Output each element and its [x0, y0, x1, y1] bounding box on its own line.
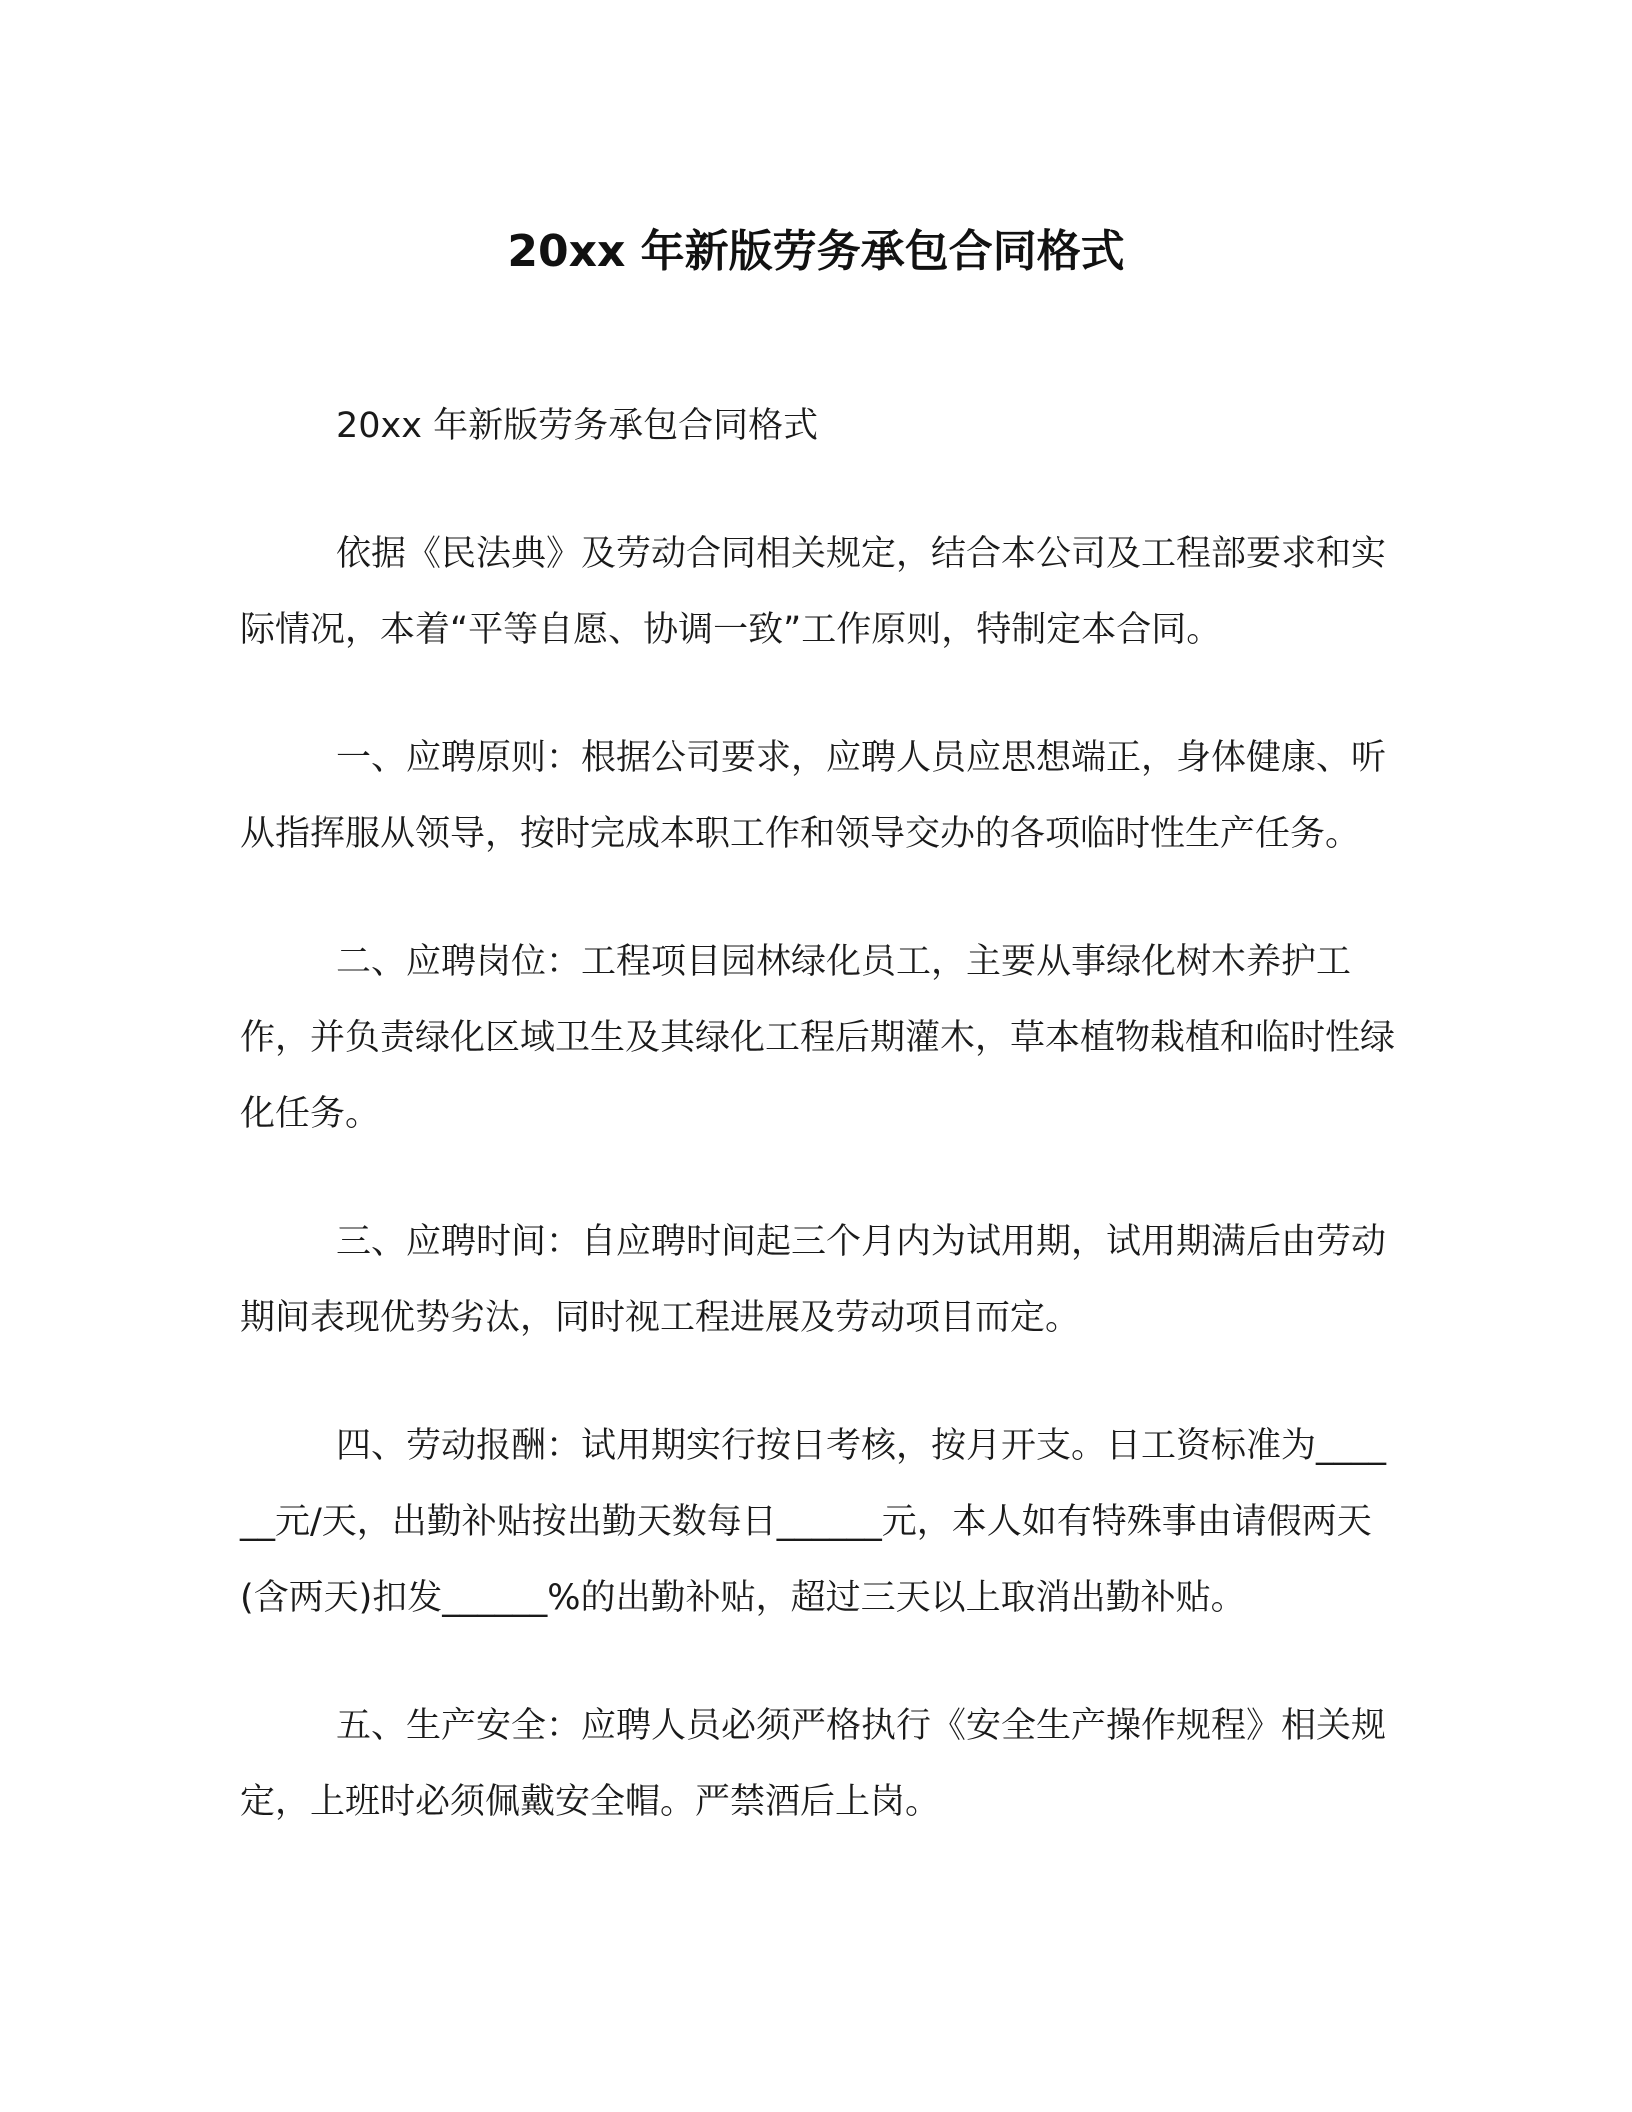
- paragraph-position: 二、应聘岗位：工程项目园林绿化员工，主要从事绿化树木养护工作，并负责绿化区域卫生及其绿化工程后期灌木，草本植物栽植和临时性绿化任务。: [240, 942, 1396, 1134]
- paragraph-term: 三、应聘时间：自应聘时间起三个月内为试用期，试用期满后由劳动期间表现优势劣汰，同时视工程进展及劳动项目而定。: [240, 1222, 1387, 1338]
- document-body: [240, 388, 1400, 1892]
- document-title: 20xx 年新版劳务承包合同格式: [507, 226, 1125, 277]
- document-subtitle: 20xx 年新版劳务承包合同格式: [336, 406, 819, 446]
- paragraph-remuneration: 四、劳动报酬：试用期实行按日考核，按月开支。日工资标准为______元/天，出勤补贴按出勤天数每日______元，本人如有特殊事由请假两天(含两天)扣发______%的出勤补贴，超过三天以上取消出勤补贴。: [240, 1426, 1387, 1618]
- paragraph-recruitment-principle: 一、应聘原则：根据公司要求，应聘人员应思想端正，身体健康、听从指挥服从领导，按时完成本职工作和领导交办的各项临时性生产任务。: [240, 738, 1387, 854]
- paragraph-intro: 依据《民法典》及劳动合同相关规定，结合本公司及工程部要求和实际情况，本着“平等自愿、协调一致”工作原则，特制定本合同。: [240, 534, 1387, 650]
- paragraph-safety: 五、生产安全：应聘人员必须严格执行《安全生产操作规程》相关规定，上班时必须佩戴安全帽。严禁酒后上岗。: [240, 1706, 1387, 1822]
